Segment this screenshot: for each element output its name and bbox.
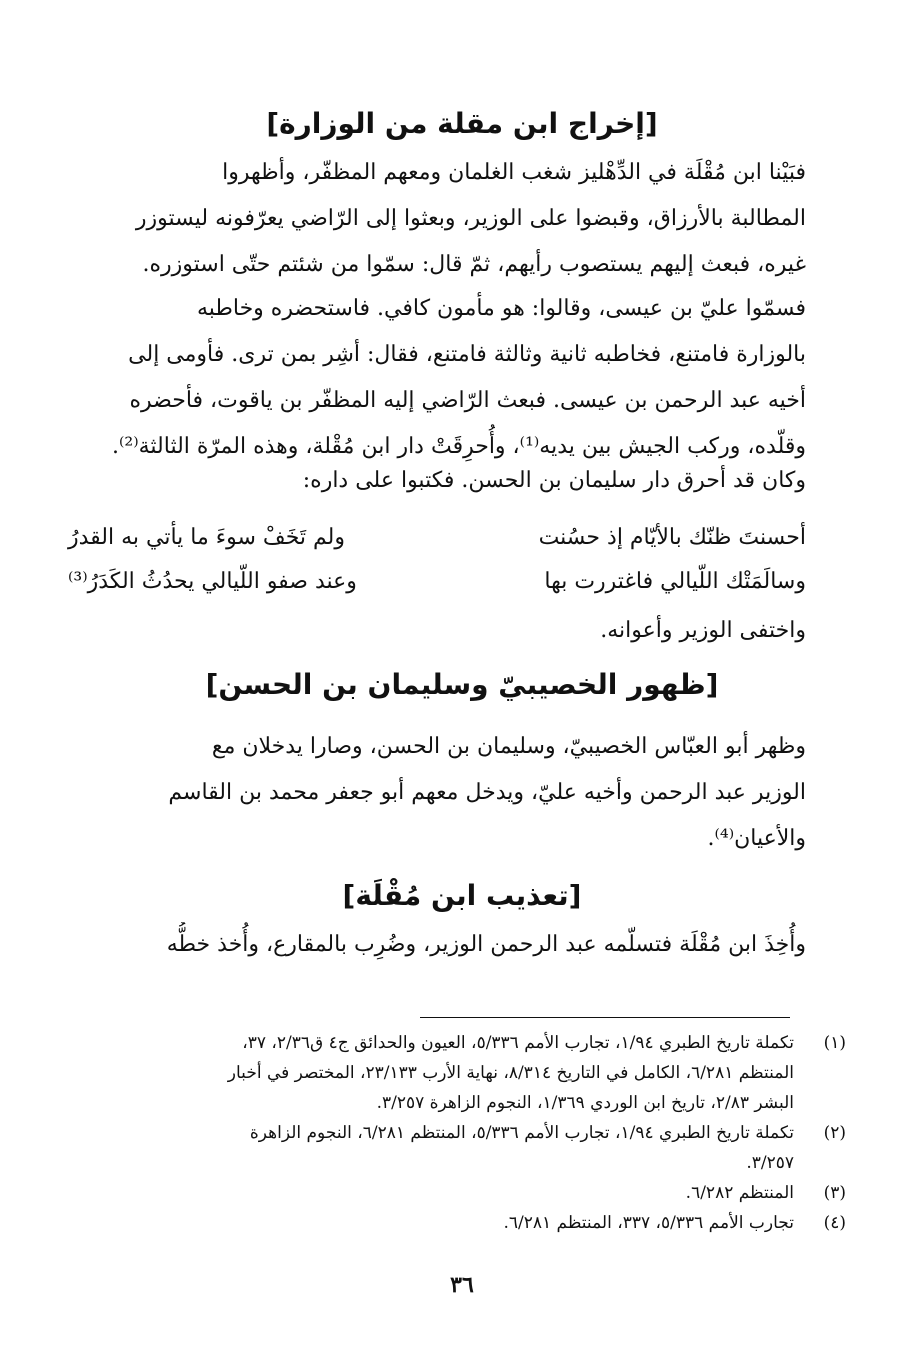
footnote <box>62 1178 846 1208</box>
footnote-number: (٤) <box>823 1213 846 1233</box>
text-line: وقلّده، وركب الجيش بين يديه⁽¹⁾، وأُحرِقَتْ دار ابن مُقْلة، وهذه المرّة الثالثة⁽²⁾. <box>111 434 806 459</box>
paragraph-ali-ibn-isa <box>68 286 806 470</box>
paragraph-riot <box>68 150 806 288</box>
footnote-line: تجارب الأمم ٥/٣٣٦، ٣٣٧، المنتظم ٦/٢٨١. <box>503 1213 794 1233</box>
footnote-line: البشر ٢/٨٣، تاريخ ابن الوردي ١/٣٦٩، النجوم الزاهرة ٣/٢٥٧. <box>376 1093 794 1113</box>
section-heading-torture: [تعذيب ابن مُقْلَة] <box>342 879 582 912</box>
verse-hemistich-second: وعند صفو اللّيالي يحدُثُ الكَدَرُ⁽³⁾ <box>68 569 357 594</box>
footnote-line: المنتظم ٦/٢٨٢. <box>685 1183 794 1203</box>
footnote-line: تكملة تاريخ الطبري ١/٩٤، تجارب الأمم ٥/٣٣٦، المنتظم ٦/٢٨١، النجوم الزاهرة <box>249 1123 794 1143</box>
footnote <box>62 1208 846 1238</box>
section-heading-dismissal: [إخراج ابن مقلة من الوزارة] <box>266 107 658 140</box>
text-line: أخيه عبد الرحمن بن عيسى. فبعث الرّاضي إليه المظفّر بن ياقوت، فأحضره <box>129 388 806 413</box>
text-line: وكان قد أحرق دار سليمان بن الحسن. فكتبوا على داره: <box>302 468 806 493</box>
paragraph-burned-house <box>68 458 806 504</box>
footnote-separator <box>420 1017 790 1018</box>
text-line: المطالبة بالأرزاق، وقبضوا على الوزير، وبعثوا إلى الرّاضي يعرّفونه ليستوزر <box>135 206 806 231</box>
verse-hemistich-first: أحسنتَ ظنّك بالأيّام إذ حسُنت <box>538 525 806 550</box>
footnotes <box>62 1028 846 1238</box>
footnote <box>62 1028 846 1118</box>
footnote-number: (٢) <box>823 1123 846 1143</box>
paragraph-vizier-hid <box>68 608 806 654</box>
text-line: وأُخِذَ ابن مُقْلَة فتسلّمه عبد الرحمن الوزير، وضُرِب بالمقارع، وأُخذ خطُّه <box>166 932 806 957</box>
footnote-line: المنتظم ٦/٢٨١، الكامل في التاريخ ٨/٣١٤، نهاية الأرب ٢٣/١٣٣، المختصر في أخبار <box>227 1063 794 1083</box>
text-line: والأعيان⁽⁴⁾. <box>707 826 806 851</box>
text-line: وظهر أبو العبّاس الخصيبيّ، وسليمان بن الحسن، وصارا يدخلان مع <box>211 734 806 759</box>
paragraph-khasibi <box>68 724 806 862</box>
text-line: بالوزارة فامتنع، فخاطبه ثانية وثالثة فامتنع، فقال: أشِر بمن ترى. فأومى إلى <box>128 342 806 367</box>
text-line: واختفى الوزير وأعوانه. <box>600 618 806 643</box>
verse-hemistich-second: ولم تَخَفْ سوءَ ما يأتي به القدرُ <box>68 525 345 550</box>
page-number: ٣٦ <box>450 1272 474 1298</box>
verse-line <box>68 516 806 560</box>
text-line: فبَيْنا ابن مُقْلَة في الدِّهْليز شغب الغلمان ومعهم المظفّر، وأظهروا <box>222 160 806 185</box>
footnote-line: ٣/٢٥٧. <box>746 1153 794 1173</box>
footnote-line: تكملة تاريخ الطبري ١/٩٤، تجارب الأمم ٥/٣٣٦، العيون والحدائق ج٤ ق٢/٣٦، ٣٧، <box>242 1033 794 1053</box>
text-line: غيره، فبعث إليهم يستصوب رأيهم، ثمّ قال: سمّوا من شئتم حتّى استوزره. <box>142 252 806 277</box>
paragraph-torture <box>68 922 806 968</box>
verse-line <box>68 560 806 604</box>
text-line: فسمّوا عليّ بن عيسى، وقالوا: هو مأمون كافي. فاستحضره وخاطبه <box>196 296 806 321</box>
section-heading-khasibi: [ظهور الخصيبيّ وسليمان بن الحسن] <box>205 668 719 701</box>
footnote <box>62 1118 846 1178</box>
text-line: الوزير عبد الرحمن وأخيه عليّ، ويدخل معهم أبو جعفر محمد بن القاسم <box>168 780 806 805</box>
verse-hemistich-first: وسالَمَتْك اللّيالي فاغتررت بها <box>544 569 806 594</box>
poem-verses <box>68 516 806 604</box>
footnote-number: (٣) <box>823 1183 846 1203</box>
footnote-number: (١) <box>823 1033 846 1053</box>
